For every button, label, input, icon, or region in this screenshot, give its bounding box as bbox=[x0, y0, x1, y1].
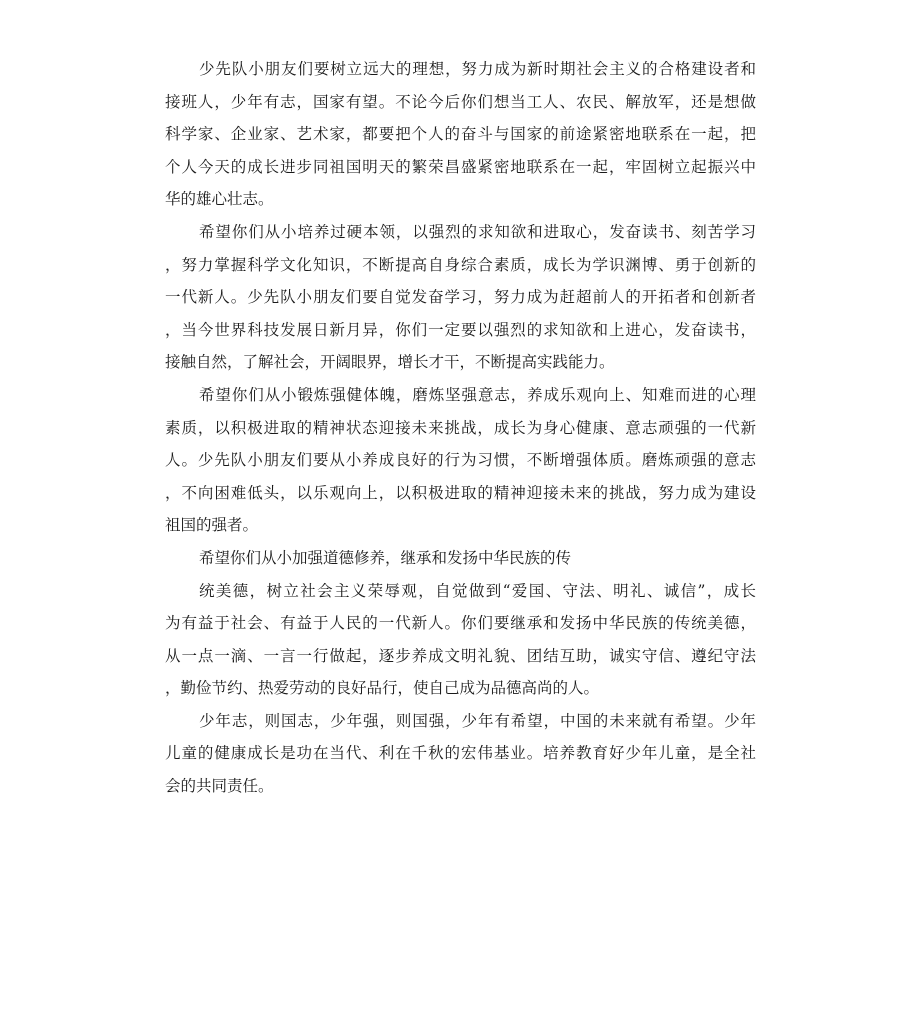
text-line: ，当今世界科技发展日新月异，你们一定要以强烈的求知欲和上进心，发奋读书， bbox=[165, 320, 756, 339]
text-line: 希望你们从小培养过硬本领，以强烈的求知欲和进取心，发奋读书、刻苦学习 bbox=[199, 222, 756, 241]
document-body bbox=[165, 53, 756, 803]
text-line: 希望你们从小加强道德修养，继承和发扬中华民族的传 bbox=[199, 548, 572, 567]
text-line: 科学家、企业家、艺术家，都要把个人的奋斗与国家的前途紧密地联系在一起，把 bbox=[165, 125, 756, 144]
text-line: 一代新人。少先队小朋友们要自觉发奋学习，努力成为赶超前人的开拓者和创新者 bbox=[165, 288, 756, 307]
text-line: 接触自然，了解社会，开阔眼界，增长才干，不断提高实践能力。 bbox=[165, 353, 615, 372]
text-line: ，努力掌握科学文化知识，不断提高自身综合素质，成长为学识渊博、勇于创新的 bbox=[165, 255, 756, 274]
text-line: 希望你们从小锻炼强健体魄，磨炼坚强意志，养成乐观向上、知难而进的心理 bbox=[199, 385, 756, 404]
text-line: 少先队小朋友们要树立远大的理想，努力成为新时期社会主义的合格建设者和 bbox=[199, 60, 756, 78]
text-line: 为有益于社会、有益于人民的一代新人。你们要继承和发扬中华民族的传统美德， bbox=[165, 614, 756, 633]
text-line: 祖国的强者。 bbox=[165, 516, 259, 535]
text-line: 接班人，少年有志，国家有望。不论今后你们想当工人、农民、解放军，还是想做 bbox=[165, 92, 756, 111]
text-line: 儿童的健康成长是功在当代、利在千秋的宏伟基业。培养教育好少年儿童，是全社 bbox=[165, 744, 756, 763]
text-line: 素质，以积极进取的精神状态迎接未来挑战，成长为身心健康、意志顽强的一代新 bbox=[165, 418, 756, 437]
text-line: 华的雄心壮志。 bbox=[165, 190, 274, 209]
text-line: 少年志，则国志，少年强，则国强，少年有希望，中国的未来就有希望。少年 bbox=[199, 711, 756, 730]
text-line: 会的共同责任。 bbox=[165, 777, 274, 796]
text-line: 从一点一滴、一言一行做起，逐步养成文明礼貌、团结互助，诚实守信、遵纪守法 bbox=[165, 646, 756, 665]
text-line: ，勤俭节约、热爱劳动的良好品行，使自己成为品德高尚的人。 bbox=[165, 679, 600, 698]
text-line: 个人今天的成长进步同祖国明天的繁荣昌盛紧密地联系在一起，牢固树立起振兴中 bbox=[165, 157, 756, 176]
text-line: 人。少先队小朋友们要从小养成良好的行为习惯，不断增强体质。磨炼顽强的意志 bbox=[165, 451, 756, 470]
text-line: 统美德，树立社会主义荣辱观，自觉做到“爱国、守法、明礼、诚信”，成长 bbox=[199, 581, 756, 600]
text-line: ，不向困难低头，以乐观向上，以积极进取的精神迎接未来的挑战，努力成为建设 bbox=[165, 483, 756, 502]
